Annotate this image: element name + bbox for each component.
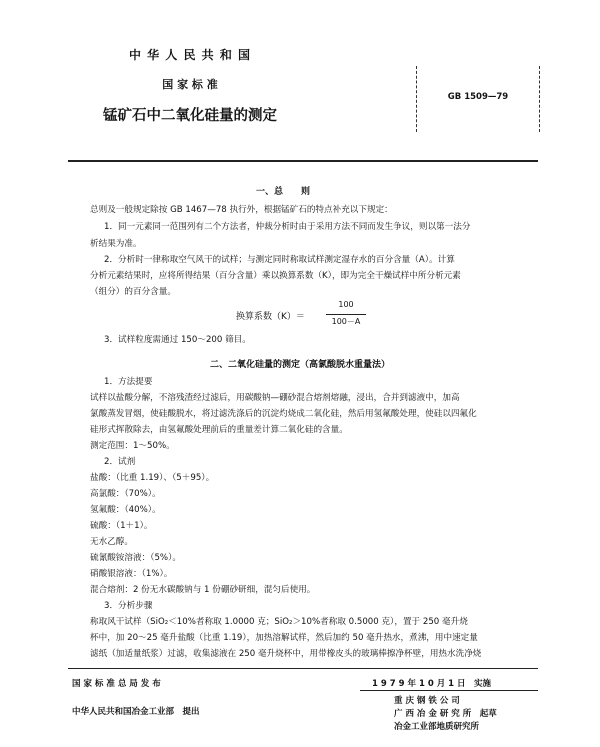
section1-item2: 2．分析时一律称取空气风干的试样；与测定同时称取试样测定湿存水的百分含量（A）。计算	[104, 255, 455, 265]
footer-issuer: 国 家 标 准 总 局 发 布	[72, 679, 161, 689]
reagent-item: 高氯酸：（70%）。	[90, 489, 161, 499]
measurement-range: 测定范围：1～50%。	[90, 441, 175, 451]
section2-heading: 二、二氧化硅量的测定（高氯酸脱水重量法）	[210, 360, 391, 370]
footer-drafter-2: 广 西 冶 金 研 究 所 起草	[394, 709, 497, 719]
section1-heading: 一、总 则	[256, 187, 311, 197]
formula-fraction-bar	[326, 314, 366, 315]
section1-item1: 1．同一元素同一范围列有二个方法者，仲裁分析时由于采用方法不同而发生争议，则以第一法分	[104, 222, 471, 232]
footer-rule-top	[68, 668, 538, 669]
reagent-item: 硫酸：（1＋1）。	[90, 521, 153, 531]
formula-label: 换算系数（K）＝	[236, 312, 305, 322]
section1-item2-cont1: 分析元素结果时，应将所得结果（百分含量）乘以换算系数（K），即为完全干燥试样中所分析元素	[90, 271, 461, 281]
section2-sub1-line1: 试样以盐酸分解，不溶残渣经过滤后，用碳酸钠—硼砂混合熔剂熔融，浸出，合并到滤液中，加高	[90, 393, 460, 403]
reagent-item: 硫氰酸铵溶液：（5%）。	[90, 553, 181, 563]
reagent-item: 盐酸：（比重 1.19）、（5＋95）。	[90, 473, 215, 483]
page-title: 锰矿石中二氧化硅量的测定	[103, 108, 277, 124]
footer-effective-date: 1 9 7 9 年 1 0 月 1 日 实施	[372, 679, 492, 689]
footer-drafter-3: 冶金工业部地质研究所	[394, 722, 480, 732]
footer-rule-mid	[360, 690, 538, 691]
section2-sub1: 1．方法提要	[104, 377, 153, 387]
standard-number: GB 1509—79	[447, 92, 509, 102]
section2-sub3-line1: 称取风干试样（SiO₂＜10%者称取 1.0000 克；SiO₂＞10%者称取 0.5000 克），置于 250 毫升烧	[90, 617, 468, 627]
reagent-item: 氢氟酸：（40%）。	[90, 505, 161, 515]
footer-proposer: 中华人民共和国冶金工业部 提出	[72, 707, 200, 717]
header-rule	[68, 160, 538, 162]
section1-item1-cont: 析结果为准。	[90, 239, 142, 249]
formula-denominator: 100－A	[331, 317, 361, 326]
formula-numerator: 100	[338, 300, 354, 309]
reagent-item: 硝酸银溶液：（1%）。	[90, 569, 173, 579]
section2-sub2: 2．试剂	[104, 457, 136, 467]
reagent-item: 混合熔剂：2 份无水碳酸钠与 1 份硼砂研细，混匀后使用。	[90, 585, 316, 595]
section2-sub3-line2: 杯中，加 20～25 毫升盐酸（比重 1.19），加热溶解试样，然后加约 50 毫升热水，煮沸，用中速定量	[90, 633, 478, 643]
standard-type: 国 家 标 准	[162, 78, 218, 91]
standard-number-box	[416, 66, 540, 132]
section1-item2-cont2: （组分）的百分含量。	[90, 287, 176, 297]
reagent-item: 无水乙醇。	[90, 537, 133, 547]
section2-sub1-line3: 硅形式挥散除去，由氢氟酸处理前后的重量差计算二氧化硅的含量。	[90, 425, 348, 435]
section1-item3: 3．试样粒度需通过 150～200 筛目。	[104, 335, 251, 345]
country-title: 中 华 人 民 共 和 国	[128, 48, 252, 62]
footer-drafter-1: 重 庆 钢 铁 公 司	[394, 696, 460, 706]
section1-intro: 总则及一般规定除按 GB 1467—78 执行外，根据锰矿石的特点补充以下规定：	[90, 205, 393, 215]
section2-sub3-line3: 滤纸（加适量纸浆）过滤，收集滤液在 250 毫升烧杯中，用带橡皮头的玻璃棒擦净杯壁，用热水洗净烧	[90, 649, 482, 659]
section2-sub1-line2: 氯酸蒸发冒烟，使硅酸脱水，将过滤洗涤后的沉淀灼烧成二氧化硅，然后用氢氟酸处理，使硅以四氟化	[90, 409, 477, 419]
section2-sub3: 3．分析步骤	[104, 601, 153, 611]
